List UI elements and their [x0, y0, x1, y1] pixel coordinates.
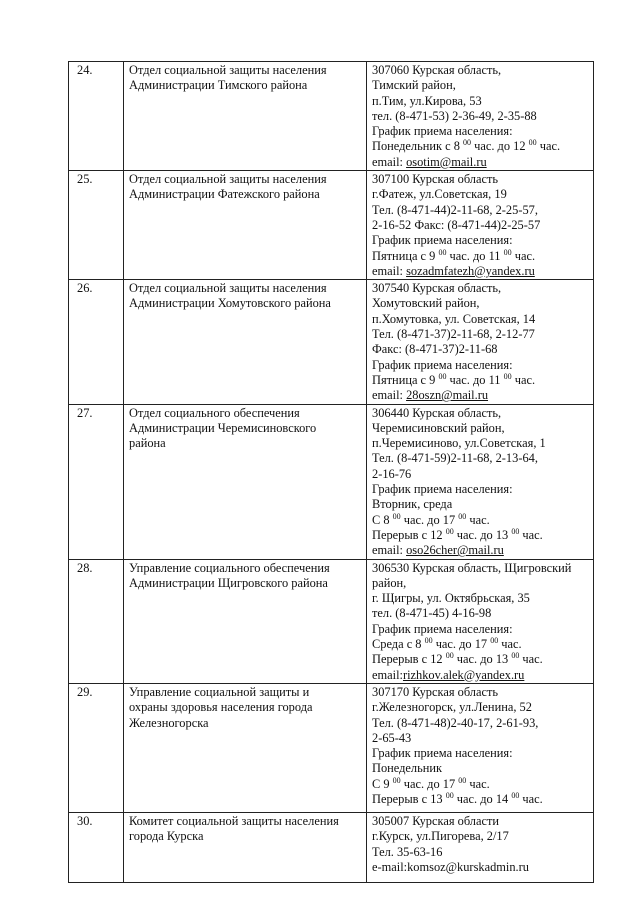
- contact-line: 2-16-76: [372, 466, 412, 481]
- contact-line: Тел. (8-471-37)2-11-68, 2-12-77: [372, 327, 535, 342]
- time-minutes: 00: [463, 138, 472, 148]
- row-number: 25.: [69, 171, 124, 280]
- schedule-line: Перерыв с 13 $^{00}$ час. до 14 $^{00}$ час.: [372, 790, 543, 806]
- contact-line: График приема населения:: [372, 357, 513, 372]
- row-number: 29.: [69, 683, 124, 812]
- contact-line: п.Хомутовка, ул. Советская, 14: [372, 311, 536, 326]
- organization-name-line: Управление социальной защиты и: [129, 684, 310, 699]
- contacts-table: [68, 61, 594, 883]
- organization-name: [124, 404, 367, 559]
- organization-name-line: Администрации Щигровского района: [129, 575, 328, 590]
- contact-line: Тел. (8-471-48)2-40-17, 2-61-93,: [372, 715, 539, 730]
- contact-line: Тел. (8-471-44)2-11-68, 2-25-57,: [372, 202, 538, 217]
- row-number: 24.: [69, 62, 124, 171]
- contact-line: Тел. (8-471-59)2-11-68, 2-13-64,: [372, 451, 538, 466]
- organization-name-line: Администрации Фатежского района: [129, 187, 320, 202]
- organization-name-line: Администрации Хомутовского района: [129, 296, 331, 311]
- organization-name-line: Комитет социальной защиты населения: [129, 813, 339, 828]
- time-minutes: 00: [392, 511, 401, 521]
- contacts-table-body: [69, 62, 594, 883]
- organization-name-line: Отдел социального обеспечения: [129, 405, 300, 420]
- time-minutes: 00: [424, 636, 433, 646]
- contact-line: 307060 Курская область,: [372, 63, 502, 77]
- contact-line: График приема населения:: [372, 233, 513, 248]
- contact-line: График приема населения:: [372, 746, 513, 761]
- schedule-line: С 8 $^{00}$ час. до 17 $^{00}$ час.: [372, 511, 490, 527]
- contact-line: Хомутовский район,: [372, 296, 480, 311]
- contact-details: [367, 280, 594, 404]
- organization-name-line: Железногорска: [129, 715, 209, 730]
- contact-line: Факс: (8-471-37)2-11-68: [372, 342, 498, 357]
- contact-line: 306530 Курская область, Щигровский: [372, 560, 572, 575]
- email-link[interactable]: osotim@mail.ru: [406, 154, 487, 169]
- contact-line: Тел. 35-63-16: [372, 844, 443, 859]
- schedule-line: Понедельник с 8 $^{00}$ час. до 12 $^{00}$ час.: [372, 138, 561, 154]
- time-minutes: 00: [528, 138, 537, 148]
- contact-line: 2-16-52 Факс: (8-471-44)2-25-57: [372, 217, 541, 232]
- row-number: 28.: [69, 559, 124, 683]
- email-link[interactable]: sozadmfatezh@yandex.ru: [406, 263, 535, 278]
- contact-line: 307170 Курская область: [372, 684, 499, 699]
- email-link[interactable]: 28oszn@mail.ru: [406, 388, 489, 403]
- organization-name-line: района: [129, 436, 166, 451]
- email-line: email: 28oszn@mail.ru: [372, 388, 489, 403]
- time-minutes: 00: [438, 247, 447, 257]
- contact-details: [367, 559, 594, 683]
- contact-line: Тимский район,: [372, 78, 456, 93]
- table-row: [69, 683, 594, 812]
- schedule-line: Пятница с 9 $^{00}$ час. до 11 $^{00}$ час.: [372, 247, 536, 263]
- time-minutes: 00: [511, 526, 520, 536]
- time-minutes: 00: [392, 775, 401, 785]
- row-number: 27.: [69, 404, 124, 559]
- contact-line: г.Железногорск, ул.Ленина, 52: [372, 700, 532, 715]
- table-row: [69, 404, 594, 559]
- contact-line: п.Тим, ул.Кирова, 53: [372, 93, 482, 108]
- contact-line: График приема населения:: [372, 124, 513, 139]
- contact-line: 306440 Курская область,: [372, 405, 502, 420]
- contact-details: [367, 62, 594, 171]
- organization-name-line: Отдел социальной защиты населения: [129, 172, 327, 187]
- contact-line: п.Черемисиново, ул.Советская, 1: [372, 436, 546, 451]
- contact-line: e-mail:komsoz@kurskadmin.ru: [372, 859, 529, 874]
- time-minutes: 00: [503, 247, 512, 257]
- time-minutes: 00: [511, 790, 520, 800]
- contact-line: График приема населения:: [372, 482, 513, 497]
- time-minutes: 00: [445, 651, 454, 661]
- email-line: email: osotim@mail.ru: [372, 154, 487, 169]
- time-minutes: 00: [458, 775, 467, 785]
- email-link[interactable]: oso26cher@mail.ru: [406, 543, 504, 558]
- organization-name-line: города Курска: [129, 829, 204, 844]
- organization-name: [124, 62, 367, 171]
- contact-line: 2-65-43: [372, 730, 412, 745]
- table-row: [69, 62, 594, 171]
- email-line: email: sozadmfatezh@yandex.ru: [372, 263, 535, 278]
- contact-line: г. Щигры, ул. Октябрьская, 35: [372, 591, 530, 606]
- organization-name-line: Отдел социальной защиты населения: [129, 63, 327, 77]
- organization-name-line: Отдел социальной защиты населения: [129, 281, 327, 296]
- contact-line: г.Курск, ул.Пигорева, 2/17: [372, 829, 509, 844]
- organization-name-line: Администрации Тимского района: [129, 78, 308, 93]
- contact-details: [367, 812, 594, 882]
- organization-name-line: Управление социального обеспечения: [129, 560, 330, 575]
- time-minutes: 00: [490, 636, 499, 646]
- table-row: [69, 812, 594, 882]
- time-minutes: 00: [503, 371, 512, 381]
- schedule-line: Перерыв с 12 $^{00}$ час. до 13 $^{00}$ час.: [372, 526, 543, 542]
- contact-line: 307100 Курская область: [372, 172, 499, 187]
- contact-line: Вторник, среда: [372, 497, 453, 512]
- organization-name-line: Администрации Черемисиновского: [129, 420, 317, 435]
- time-minutes: 00: [445, 790, 454, 800]
- contact-line: Понедельник: [372, 761, 443, 776]
- schedule-line: Среда с 8 $^{00}$ час. до 17 $^{00}$ час.: [372, 636, 522, 652]
- time-minutes: 00: [458, 511, 467, 521]
- contact-line: тел. (8-471-53) 2-36-49, 2-35-88: [372, 108, 537, 123]
- table-row: [69, 171, 594, 280]
- organization-name: [124, 559, 367, 683]
- contact-details: [367, 404, 594, 559]
- contact-line: г.Фатеж, ул.Советская, 19: [372, 187, 507, 202]
- contact-line: 307540 Курская область,: [372, 281, 502, 296]
- contact-details: [367, 683, 594, 812]
- organization-name: [124, 280, 367, 404]
- contact-line: 305007 Курская области: [372, 813, 500, 828]
- contact-line: тел. (8-471-45) 4-16-98: [372, 606, 492, 621]
- schedule-line: С 9 $^{00}$ час. до 17 $^{00}$ час.: [372, 775, 490, 791]
- organization-name: [124, 812, 367, 882]
- time-minutes: 00: [511, 651, 520, 661]
- email-line: email:rizhkov.alek@yandex.ru: [372, 667, 525, 682]
- email-link[interactable]: rizhkov.alek@yandex.ru: [402, 667, 525, 682]
- table-row: [69, 559, 594, 683]
- row-number: 30.: [69, 812, 124, 882]
- organization-name: [124, 683, 367, 812]
- schedule-line: Перерыв с 12 $^{00}$ час. до 13 $^{00}$ час.: [372, 651, 543, 667]
- table-row: [69, 280, 594, 404]
- contact-line: район,: [372, 575, 407, 590]
- schedule-line: Пятница с 9 $^{00}$ час. до 11 $^{00}$ час.: [372, 371, 536, 387]
- row-number: 26.: [69, 280, 124, 404]
- time-minutes: 00: [445, 526, 454, 536]
- contact-details: [367, 171, 594, 280]
- contact-line: Черемисиновский район,: [372, 420, 505, 435]
- time-minutes: 00: [438, 371, 447, 381]
- email-line: email: oso26cher@mail.ru: [372, 543, 504, 558]
- organization-name-line: охраны здоровья населения города: [129, 700, 313, 715]
- organization-name: [124, 171, 367, 280]
- contact-line: График приема населения:: [372, 621, 513, 636]
